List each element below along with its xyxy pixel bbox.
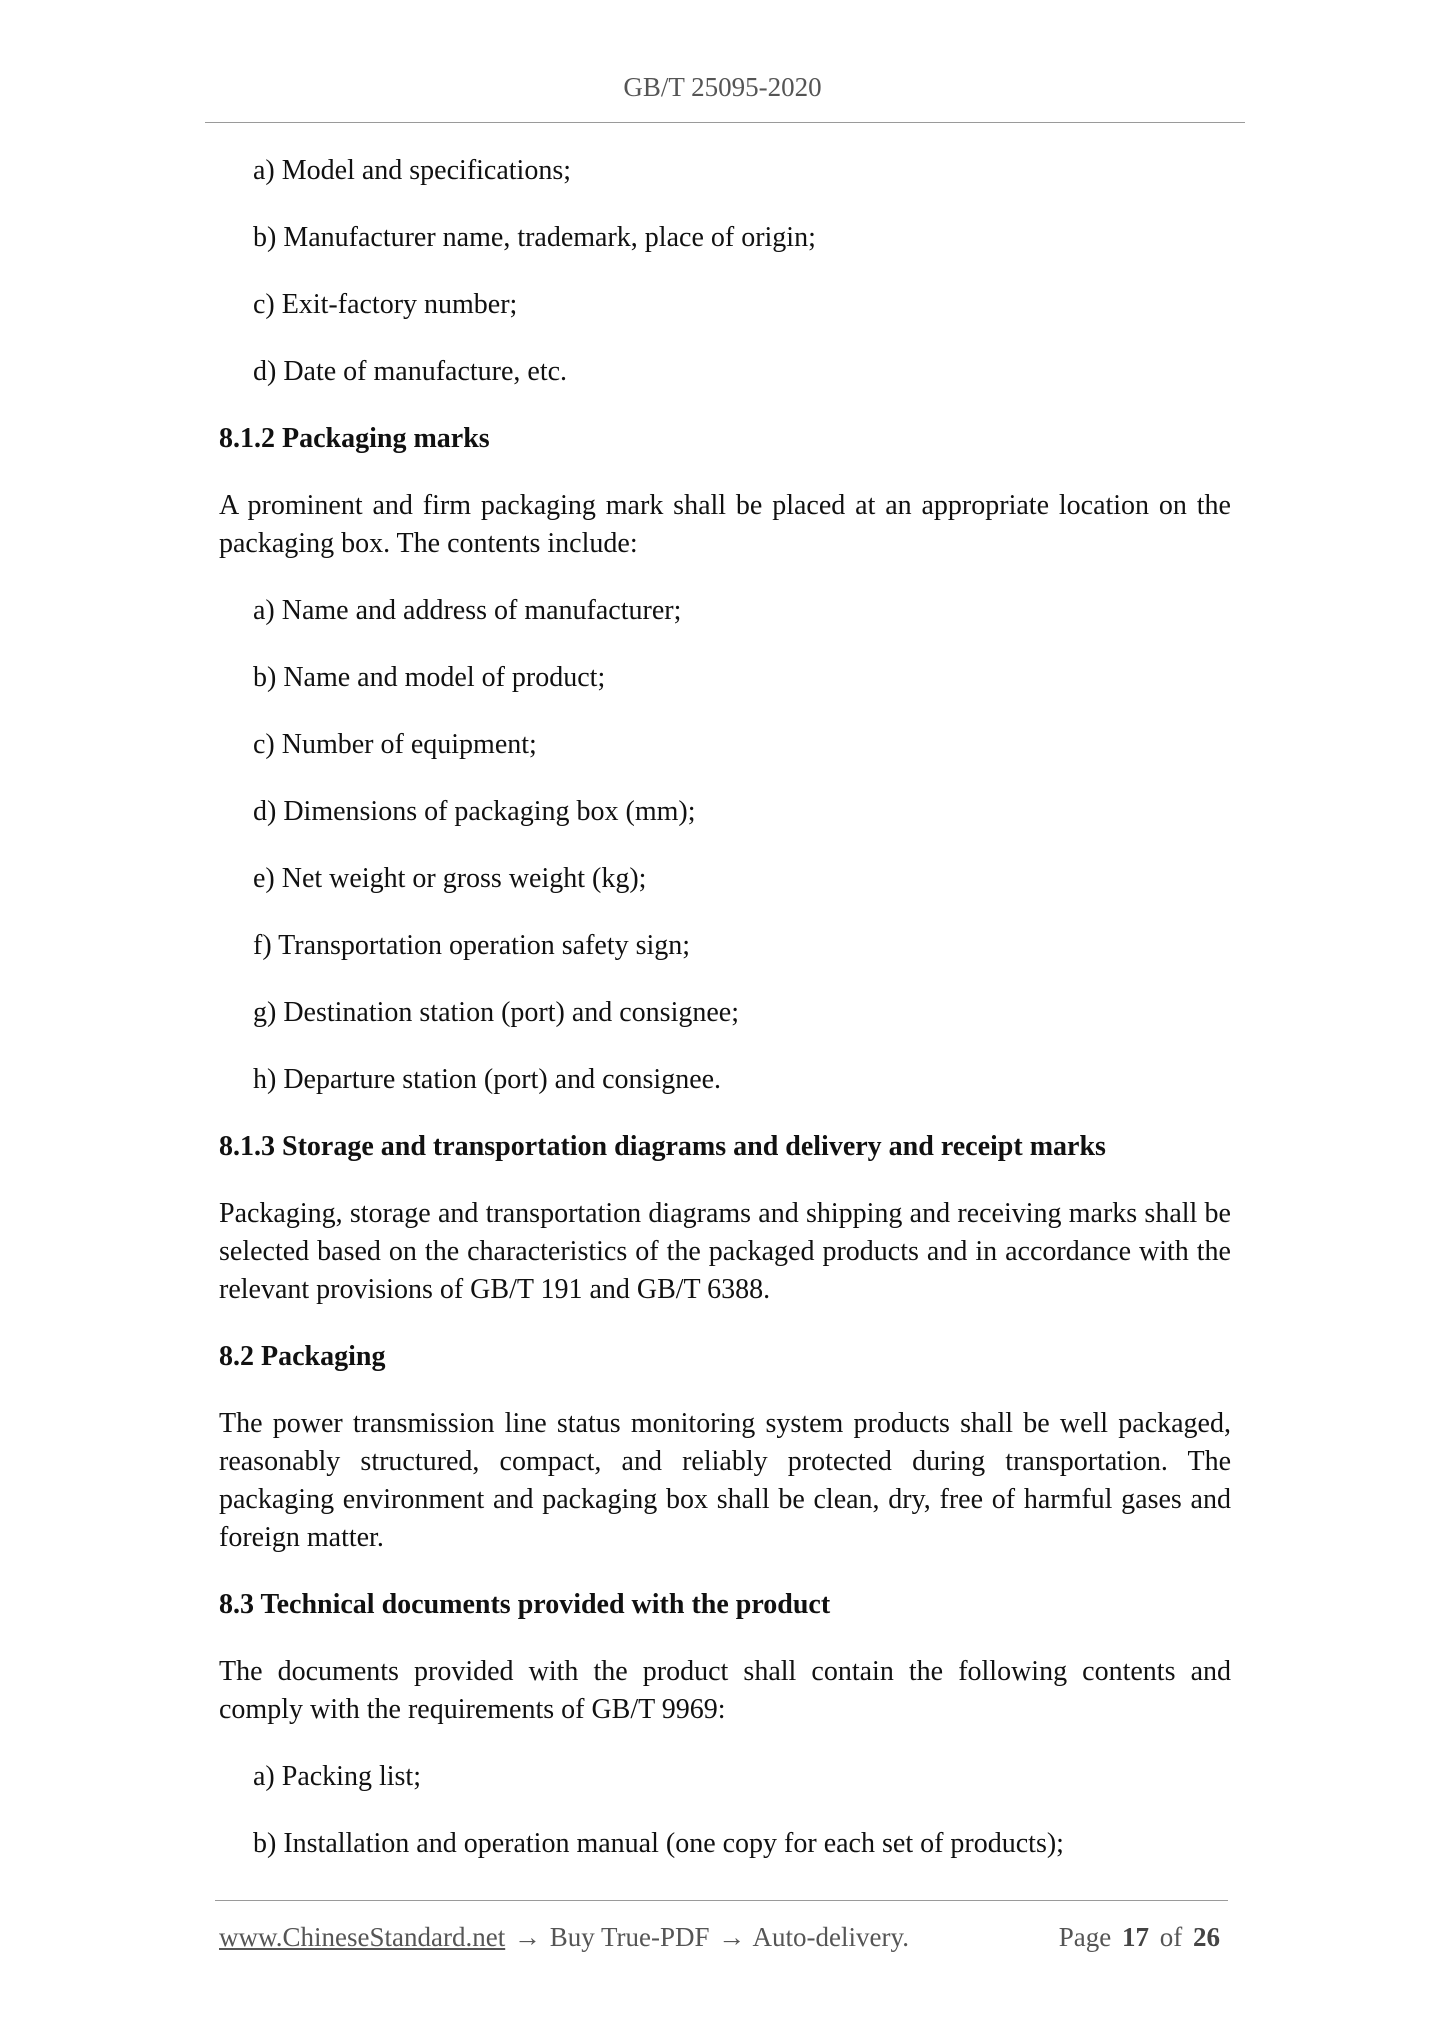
- section-heading-8-1-3: 8.1.3 Storage and transportation diagrams and delivery and receipt marks: [219, 1131, 1106, 1162]
- list-item: g) Destination station (port) and consignee;: [253, 997, 739, 1028]
- section-paragraph-8-1-3: Packaging, storage and transportation diagrams and shipping and receiving marks shall be selected based on the characteristics of the packaged products and in accordance with the relevant provisions of GB/T 191 and GB/T 6388.: [219, 1198, 1231, 1305]
- list-item: b) Manufacturer name, trademark, place of origin;: [253, 222, 816, 253]
- arrow-right-icon: →: [718, 1922, 746, 1952]
- website-link[interactable]: www.ChineseStandard.net: [219, 1922, 506, 1952]
- list-item: c) Exit-factory number;: [253, 289, 518, 320]
- total-page-number: 26: [1193, 1922, 1220, 1952]
- list-item: d) Date of manufacture, etc.: [253, 356, 568, 387]
- section-heading-8-2: 8.2 Packaging: [219, 1341, 386, 1372]
- section-paragraph-8-2: The power transmission line status monitoring system products shall be well packaged, reasonably structured, compact, and reliably protected during transportation. The packaging environment and packaging box shall be clean, dry, free of harmful gases and foreign matter.: [219, 1408, 1231, 1553]
- section-heading-8-1-2: 8.1.2 Packaging marks: [219, 423, 490, 454]
- auto-delivery-text: Auto-delivery.: [752, 1922, 909, 1952]
- list-item: b) Name and model of product;: [253, 662, 606, 693]
- list-item: e) Net weight or gross weight (kg);: [253, 863, 647, 894]
- footer-promo: [219, 1919, 909, 1955]
- arrow-right-icon: →: [513, 1922, 541, 1952]
- section-paragraph-8-3: The documents provided with the product shall contain the following contents and comply with the requirements of GB/T 9969:: [219, 1656, 1231, 1725]
- list-item: b) Installation and operation manual (one copy for each set of products);: [253, 1828, 1064, 1859]
- list-item: a) Model and specifications;: [253, 155, 572, 186]
- page-header-title: GB/T 25095-2020: [623, 72, 822, 102]
- header-divider: [205, 122, 1245, 123]
- list-item: d) Dimensions of packaging box (mm);: [253, 796, 696, 827]
- document-body: [219, 152, 1231, 1892]
- page-label: Page: [1058, 1922, 1112, 1952]
- list-item: f) Transportation operation safety sign;: [253, 930, 691, 961]
- page-indicator: [1059, 1919, 1224, 1955]
- list-item: c) Number of equipment;: [253, 729, 537, 760]
- current-page-number: 17: [1122, 1922, 1149, 1952]
- list-item: a) Packing list;: [253, 1761, 421, 1792]
- of-label: of: [1159, 1922, 1183, 1952]
- section-paragraph-8-1-2: A prominent and firm packaging mark shall be placed at an appropriate location on the packaging box. The contents include:: [219, 490, 1231, 559]
- list-item: a) Name and address of manufacturer;: [253, 595, 682, 626]
- buy-true-pdf-text: Buy True-PDF: [549, 1922, 710, 1952]
- list-item: h) Departure station (port) and consignee.: [253, 1064, 722, 1095]
- footer-divider: [215, 1900, 1228, 1901]
- section-heading-8-3: 8.3 Technical documents provided with the product: [219, 1589, 831, 1620]
